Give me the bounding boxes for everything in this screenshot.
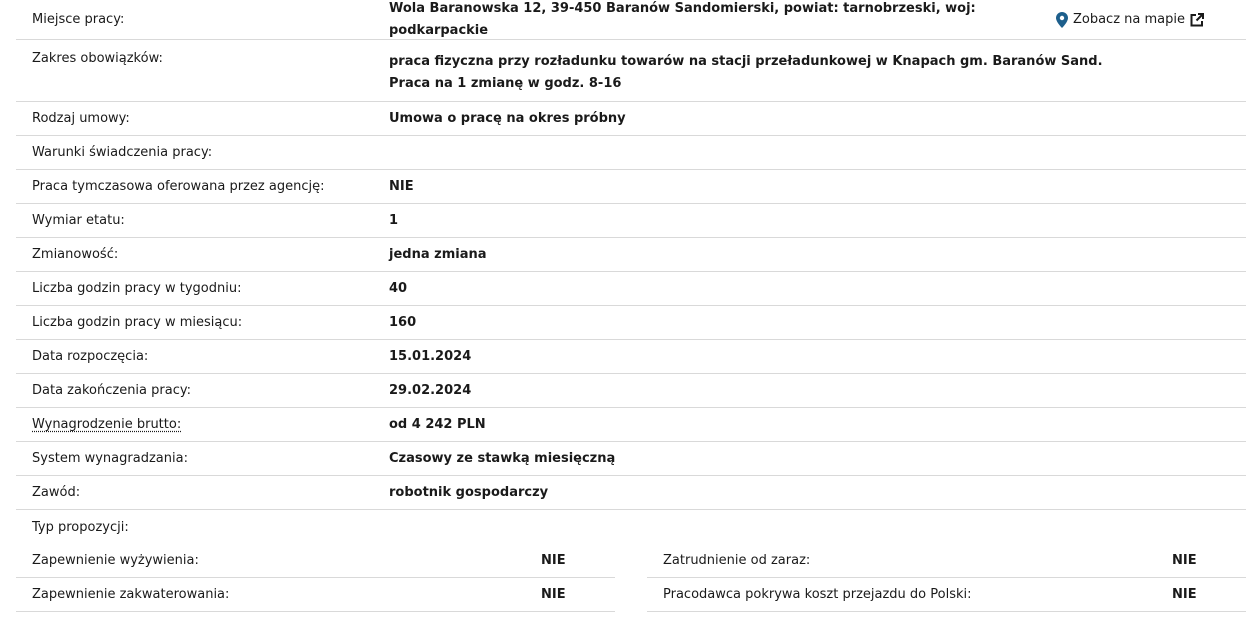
value-duties-line2: Praca na 1 zmianę w godz. 8-16 [389, 76, 622, 91]
label-start-date: Data rozpoczęcia: [32, 349, 149, 364]
label-pay-system: System wynagradzania: [32, 451, 188, 466]
row-travel-cost [647, 578, 1246, 612]
value-pay-system: Czasowy ze stawką miesięczną [389, 450, 616, 466]
label-weekly-hours: Liczba godzin pracy w tygodniu: [32, 281, 242, 296]
row-duties [16, 40, 1246, 102]
label-work-conditions: Warunki świadczenia pracy: [32, 145, 213, 160]
row-shifts [16, 238, 1246, 272]
value-shifts: jedna zmiana [389, 246, 487, 262]
map-link[interactable] [1056, 12, 1204, 28]
row-weekly-hours [16, 272, 1246, 306]
value-duties [389, 51, 1246, 95]
external-link-icon [1190, 13, 1204, 27]
label-salary-wrap [16, 417, 389, 432]
value-contract-type: Umowa o pracę na okres próbny [389, 110, 626, 126]
label-workplace: Miejsce pracy: [32, 12, 125, 27]
value-end-date: 29.02.2024 [389, 382, 472, 398]
value-occupation: robotnik gospodarczy [389, 484, 549, 500]
row-end-date [16, 374, 1246, 408]
row-meals [16, 544, 615, 578]
value-travel-cost: NIE [1172, 586, 1197, 602]
proposal-grid [16, 544, 1246, 612]
label-end-date: Data zakończenia pracy: [32, 383, 191, 398]
label-occupation: Zawód: [32, 485, 81, 500]
row-monthly-hours [16, 306, 1246, 340]
value-accommodation: NIE [541, 586, 566, 602]
row-immediate-employment [647, 544, 1246, 578]
label-proposal-type: Typ propozycji: [32, 519, 129, 535]
value-meals: NIE [541, 552, 566, 568]
value-duties-line1: praca fizyczna przy rozładunku towarów na stacji przeładunkowej w Knapach gm. Baranów Sand. [389, 54, 1103, 69]
label-duties: Zakres obowiązków: [32, 51, 163, 66]
value-immediate-employment: NIE [1172, 552, 1197, 568]
label-accommodation: Zapewnienie zakwaterowania: [32, 587, 230, 602]
label-meals: Zapewnienie wyżywienia: [32, 553, 199, 568]
label-contract-type: Rodzaj umowy: [32, 111, 130, 126]
label-monthly-hours: Liczba godzin pracy w miesiącu: [32, 315, 243, 330]
label-shifts: Zmianowość: [32, 247, 119, 262]
value-workplace: Wola Baranowska 12, 39-450 Baranów Sandomierski, powiat: tarnobrzeski, woj: podkarpackie [389, 0, 976, 38]
map-link-label[interactable]: Zobacz na mapie [1072, 12, 1185, 27]
label-immediate-employment: Zatrudnienie od zaraz: [663, 553, 811, 568]
row-start-date [16, 340, 1246, 374]
label-salary[interactable]: Wynagrodzenie brutto: [32, 417, 182, 432]
value-monthly-hours: 160 [389, 314, 417, 330]
row-work-conditions [16, 136, 1246, 170]
row-workplace [16, 0, 1246, 40]
row-accommodation [16, 578, 615, 612]
label-travel-cost: Pracodawca pokrywa koszt przejazdu do Polski: [663, 587, 972, 602]
value-temporary-agency: NIE [389, 178, 414, 194]
proposal-right-column [647, 544, 1246, 612]
value-start-date: 15.01.2024 [389, 348, 472, 364]
row-occupation [16, 476, 1246, 510]
row-fte [16, 204, 1246, 238]
value-fte: 1 [389, 212, 399, 228]
map-pin-icon [1056, 12, 1068, 28]
row-proposal-type [16, 510, 1246, 544]
label-fte: Wymiar etatu: [32, 213, 125, 228]
row-salary [16, 408, 1246, 442]
proposal-left-column [16, 544, 615, 612]
value-salary: od 4 242 PLN [389, 416, 486, 432]
label-temporary-agency: Praca tymczasowa oferowana przez agencję: [32, 179, 325, 194]
job-details-table [16, 0, 1246, 612]
row-contract-type [16, 102, 1246, 136]
value-weekly-hours: 40 [389, 280, 408, 296]
row-pay-system [16, 442, 1246, 476]
row-temporary-agency [16, 170, 1246, 204]
